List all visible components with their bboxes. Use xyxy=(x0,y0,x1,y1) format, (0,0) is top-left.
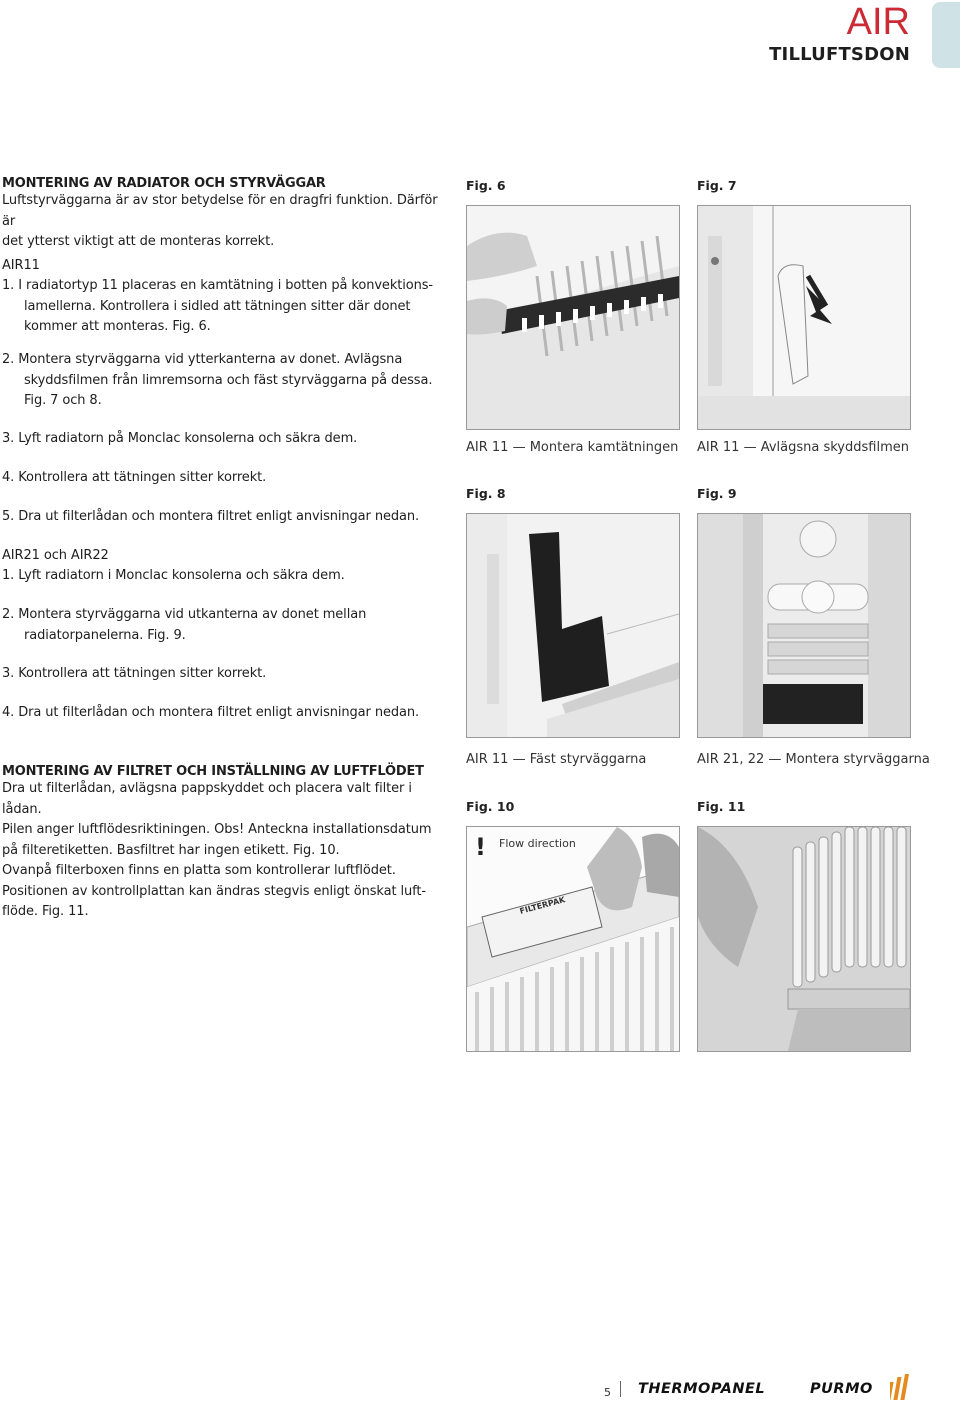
document-subtitle: TILLUFTSDON xyxy=(769,44,910,65)
paragraph-line: flöde. Fig. 11. xyxy=(2,904,89,919)
paragraph-line: Ovanpå filterboxen finns en platta som kontrollerar luftflödet. xyxy=(2,863,396,878)
list-item-cont: skyddsfilmen från limremsorna och fäst styrväggarna på dessa. xyxy=(24,372,433,388)
list-item: 4. Dra ut filterlådan och montera filtret enligt anvisningar nedan. xyxy=(2,705,420,720)
section-filter xyxy=(2,764,452,861)
list-item: 2. Montera styrväggarna vid utkanterna av donet mellan xyxy=(2,607,367,622)
fig11-photo xyxy=(697,826,911,1052)
fig9-label: Fig. 9 xyxy=(697,486,737,501)
fig8-label: Fig. 8 xyxy=(466,486,506,501)
list-item-cont: Fig. 7 och 8. xyxy=(24,393,102,408)
subheading-air11: AIR11 xyxy=(2,258,40,273)
list-item-cont: kommer att monteras. Fig. 6. xyxy=(24,319,211,334)
fig9-photo xyxy=(697,513,911,738)
page-number: 5 xyxy=(604,1386,611,1399)
paragraph-line: på filteretiketten. Basfiltret har ingen etikett. Fig. 10. xyxy=(2,842,340,858)
step-item xyxy=(2,350,452,412)
section-heading: MONTERING AV FILTRET OCH INSTÄLLNING AV LUFTFLÖDET xyxy=(2,764,424,779)
fig7-label: Fig. 7 xyxy=(697,178,737,193)
paragraph-line: Pilen anger luftflödesriktiningen. Obs! Anteckna installationsdatum xyxy=(2,822,432,837)
purmo-mark-icon xyxy=(890,1374,912,1404)
list-item: 1. I radiatortyp 11 placeras en kamtätning i botten på konvektions- xyxy=(2,278,434,293)
fig10-label: Fig. 10 xyxy=(466,799,515,814)
list-item: 3. Kontrollera att tätningen sitter korrekt. xyxy=(2,666,267,681)
warning-icon: ! xyxy=(475,833,486,861)
thermopanel-logo: THERMOPANEL xyxy=(638,1381,766,1397)
purmo-logo: PURMO xyxy=(810,1381,873,1397)
list-item: 4. Kontrollera att tätningen sitter korrekt. xyxy=(2,470,267,485)
fig7-photo xyxy=(697,205,911,430)
list-item-cont: lamellerna. Kontrollera i sidled att tätningen sitter där donet xyxy=(24,298,411,314)
list-item: 1. Lyft radiatorn i Monclac konsolerna och säkra dem. xyxy=(2,568,345,583)
filter-label-title: FILTERPAK xyxy=(518,895,567,916)
paragraph xyxy=(2,861,452,923)
fig6-caption: AIR 11 — Montera kamtätningen xyxy=(466,440,679,455)
fig10-photo xyxy=(466,826,680,1052)
paragraph-line: Dra ut filterlådan, avlägsna pappskyddet och placera valt filter i lådan. xyxy=(2,781,412,817)
section-radiator xyxy=(2,176,452,253)
footer-divider xyxy=(620,1381,621,1397)
step-list-air11 xyxy=(2,276,452,338)
fig8-caption: AIR 11 — Fäst styrväggarna xyxy=(466,752,647,767)
fig11-label: Fig. 11 xyxy=(697,799,746,814)
list-item: 2. Montera styrväggarna vid ytterkanterna av donet. Avlägsna xyxy=(2,352,403,367)
section-heading: MONTERING AV RADIATOR OCH STYRVÄGGAR xyxy=(2,176,326,191)
intro-line: Luftstyrväggarna är av stor betydelse för en dragfri funktion. Därför är xyxy=(2,193,438,229)
side-tab xyxy=(932,2,960,68)
fig6-photo xyxy=(466,205,680,430)
document-title: AIR xyxy=(846,1,910,43)
intro-line: det ytterst viktigt att de monteras korrekt. xyxy=(2,234,275,249)
fig8-photo xyxy=(466,513,680,738)
list-item: 3. Lyft radiatorn på Monclac konsolerna och säkra dem. xyxy=(2,431,358,446)
fig6-label: Fig. 6 xyxy=(466,178,506,193)
subheading-air21: AIR21 och AIR22 xyxy=(2,548,109,563)
list-item: 5. Dra ut filterlådan och montera filtret enligt anvisningar nedan. xyxy=(2,509,420,524)
flow-direction-label: Flow direction xyxy=(499,837,576,850)
step-item xyxy=(2,605,452,646)
fig7-caption: AIR 11 — Avlägsna skyddsfilmen xyxy=(697,440,909,455)
list-item-cont: radiatorpanelerna. Fig. 9. xyxy=(24,627,186,643)
paragraph-line: Positionen av kontrollplattan kan ändras stegvis enligt önskat luft- xyxy=(2,883,426,899)
fig9-caption: AIR 21, 22 — Montera styrväggarna xyxy=(697,752,930,767)
